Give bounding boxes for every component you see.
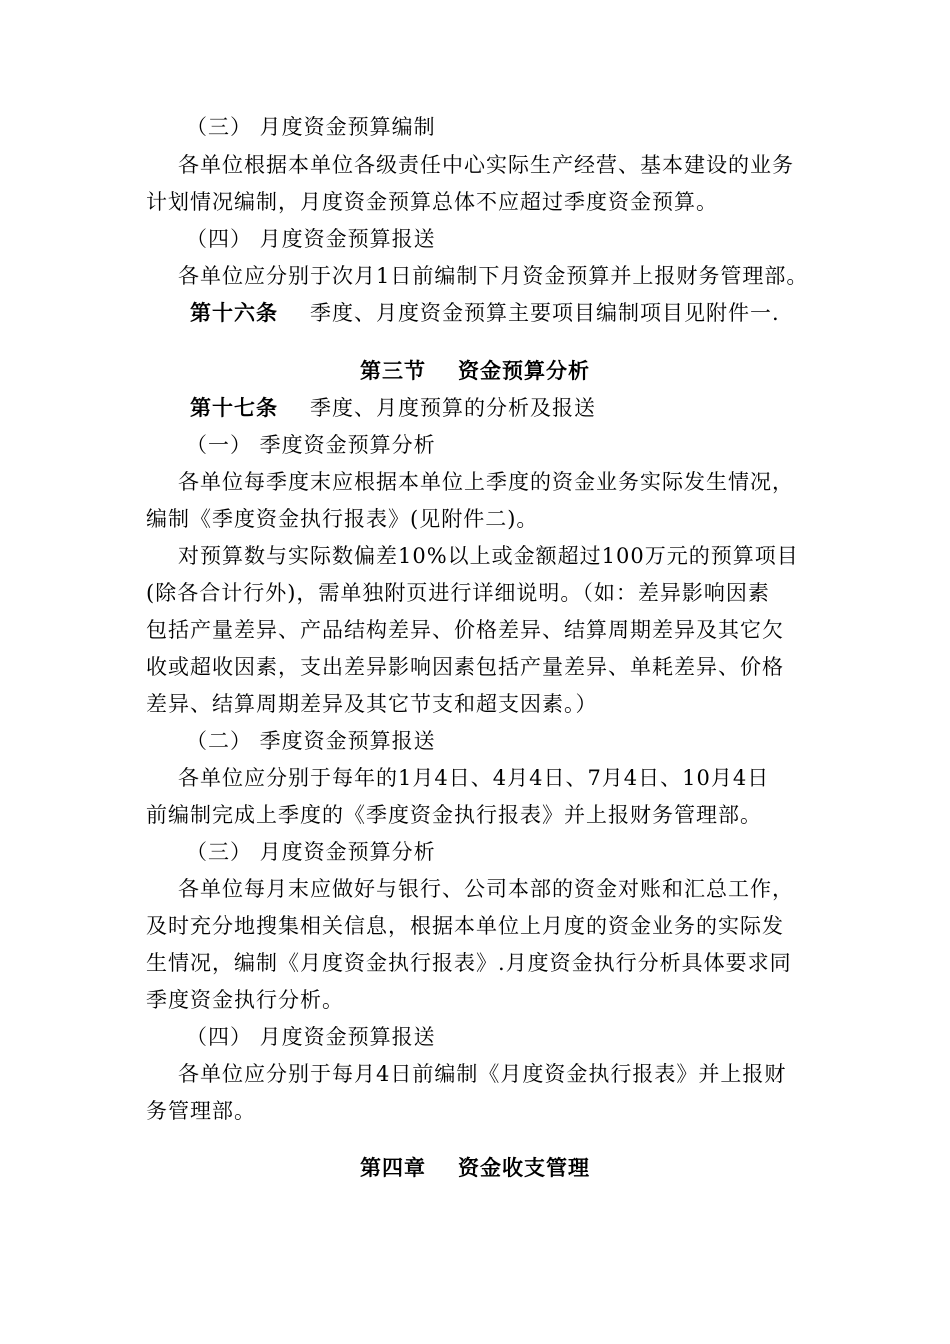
paragraph-line: 季度资金执行分析。 — [146, 988, 344, 1012]
paragraph-line: 生情况，编制《月度资金执行报表》.月度资金执行分析具体要求同 — [146, 951, 792, 975]
subheading-monthly-budget-compile: （三） 月度资金预算编制 — [186, 115, 436, 139]
subheading-monthly-submit: （四） 月度资金预算报送 — [186, 1025, 436, 1049]
article-17 — [190, 395, 860, 421]
subheading-monthly-budget-submit: （四） 月度资金预算报送 — [186, 227, 436, 251]
paragraph-line: 差异、结算周期差异及其它节支和超支因素。） — [146, 692, 598, 716]
article-17-label: 第十七条 — [190, 395, 278, 420]
subheading-quarterly-analysis: （一） 季度资金预算分析 — [186, 433, 436, 457]
article-16-text: 季度、月度资金预算主要项目编制项目见附件一. — [310, 301, 780, 325]
paragraph-line: 务管理部。 — [146, 1099, 256, 1123]
paragraph-line: 各单位根据本单位各级责任中心实际生产经营、基本建设的业务 — [178, 153, 794, 177]
chapter-4-label: 第四章 — [360, 1155, 426, 1180]
paragraph-line: 各单位每季度末应根据本单位上季度的资金业务实际发生情况， — [178, 470, 794, 494]
section-3-title: 资金预算分析 — [458, 358, 590, 383]
section-3-label: 第三节 — [360, 358, 426, 383]
paragraph-line: 对预算数与实际数偏差10%以上或金额超过100万元的预算项目 — [178, 544, 799, 568]
paragraph-line: 各单位每月末应做好与银行、公司本部的资金对账和汇总工作， — [178, 877, 794, 901]
paragraph-line: 收或超收因素，支出差异影响因素包括产量差异、单耗差异、价格 — [146, 655, 784, 679]
chapter-4-heading — [0, 1155, 950, 1181]
paragraph-line: 编制《季度资金执行报表》(见附件二)。 — [146, 507, 539, 531]
section-3-heading — [0, 358, 950, 384]
paragraph-line: 各单位应分别于每年的1月4日、4月4日、7月4日、10月4日 — [178, 766, 770, 790]
paragraph-line: 前编制完成上季度的《季度资金执行报表》并上报财务管理部。 — [146, 803, 762, 827]
paragraph-line: 各单位应分别于每月4日前编制《月度资金执行报表》并上报财 — [178, 1062, 787, 1086]
subheading-monthly-analysis: （三） 月度资金预算分析 — [186, 840, 436, 864]
article-17-text: 季度、月度预算的分析及报送 — [310, 396, 596, 420]
paragraph-line: (除各合计行外)，需单独附页进行详细说明。（如：差异影响因素 — [146, 581, 770, 605]
subheading-quarterly-submit: （二） 季度资金预算报送 — [186, 729, 436, 753]
paragraph-line: 包括产量差异、产品结构差异、价格差异、结算周期差异及其它欠 — [146, 618, 784, 642]
article-16 — [190, 300, 860, 326]
paragraph-line: 计划情况编制，月度资金预算总体不应超过季度资金预算。 — [146, 190, 718, 214]
chapter-4-title: 资金收支管理 — [458, 1155, 590, 1180]
paragraph-line: 及时充分地搜集相关信息，根据本单位上月度的资金业务的实际发 — [146, 914, 784, 938]
article-16-label: 第十六条 — [190, 300, 278, 325]
paragraph-line: 各单位应分别于次月1日前编制下月资金预算并上报财务管理部。 — [178, 264, 809, 288]
